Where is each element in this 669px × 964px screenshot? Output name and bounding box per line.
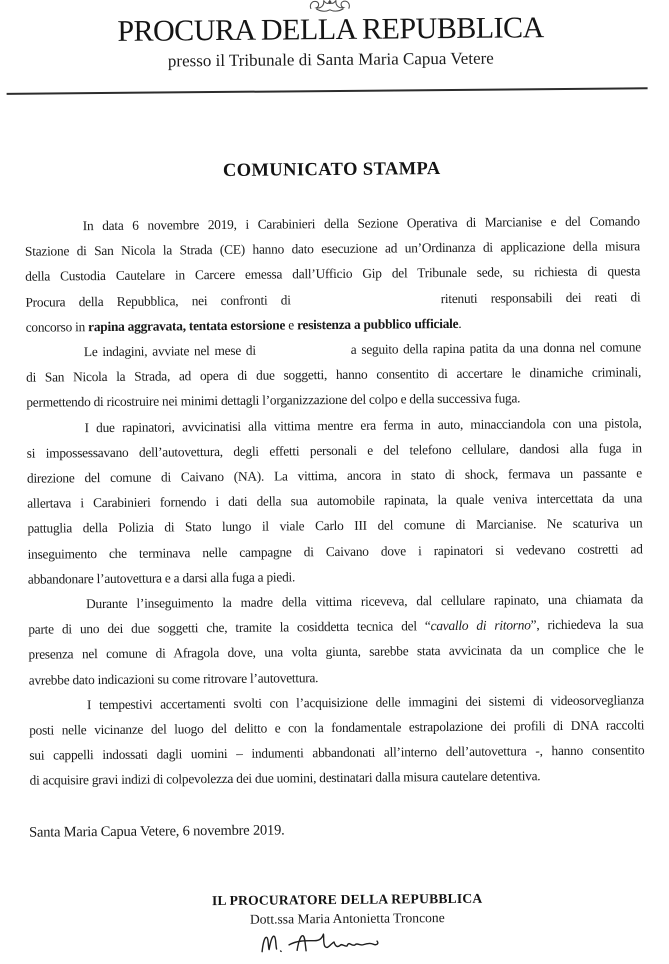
text-segment: e xyxy=(285,317,298,333)
office-subtitle: presso il Tribunale di Santa Maria Capua Vetere xyxy=(167,48,494,71)
text-segment: pattuglia della Polizia di Stato lungo il viale Carlo III del comune di Marcianise. Ne scaturiva un xyxy=(27,515,643,537)
text-segment: Durante l’inseguimento la madre della vittima riceveva, dal cellulare rapinato, una chiamata da xyxy=(86,591,644,612)
text-segment: cavallo di ritorno xyxy=(430,617,531,634)
text-segment: permettendo di ricostruire nei minimi dettagli l’organizzazione del colpo e della successiva fuga. xyxy=(26,390,521,411)
text-segment: a seguito della rapina patita da una donna nel comune xyxy=(350,339,641,357)
text-segment: I tempestivi accertamenti svolti con l’acquisizione delle immagini dei sistemi di videosorveglianza xyxy=(86,692,644,713)
redacted-names xyxy=(291,302,441,304)
text-segment: resistenza a pubblico ufficiale xyxy=(296,315,459,333)
text-line xyxy=(28,536,643,567)
text-segment: I due rapinatori, avvicinatisi alla vittima mentre era ferma in auto, minacciandola con una pistola, xyxy=(84,414,642,435)
text-segment: sui cappelli indossati dagli uomini – indumenti abbandonati all’interno dell’autovettura -, hanno consentito xyxy=(29,742,645,763)
text-segment: rapina aggravata, tentata estorsione xyxy=(88,317,286,334)
press-release-heading: COMUNICATO STAMPA xyxy=(222,159,441,181)
text-line xyxy=(28,637,643,668)
paragraph xyxy=(25,208,641,339)
text-segment: . xyxy=(458,315,462,331)
signer-role: IL PROCURATORE DELLA REPUBBLICA xyxy=(211,890,483,909)
paragraph xyxy=(28,586,644,692)
text-segment: posti nelle vicinanze del luogo del delitto e con la fondamentale estrapolazione dei profili di DNA raccolti xyxy=(29,717,645,738)
text-segment: di acquisire gravi indizi di colpevolezza dei due uomini, destinatari dalla misura cautelare detentiva. xyxy=(29,768,541,789)
text-segment: di San Nicola la Strada, ad opera di due soggetti, hanno consentito di accertare le dinamiche criminali, xyxy=(26,364,642,385)
letterhead-divider xyxy=(7,87,648,95)
place-date-line: Santa Maria Capua Vetere, 6 novembre 2019. xyxy=(28,822,285,841)
text-segment: Stazione di San Nicola la Strada (CE) hanno dato esecuzione ad un’Ordinanza di applicazione della misura xyxy=(24,238,641,259)
text-line xyxy=(29,763,644,794)
text-segment: concorso in xyxy=(25,318,89,335)
text-segment: ritenuti responsabili dei reati di xyxy=(440,288,641,306)
press-release-body xyxy=(25,208,645,793)
text-segment: ”, richiedeva la sua xyxy=(530,616,644,633)
text-segment: si impossessavano dell’autovettura, degli effetti personali e del telefono cellulare, dandosi alla fuga in xyxy=(26,440,642,461)
paragraph xyxy=(26,334,642,415)
text-line xyxy=(25,284,640,315)
text-segment: avrebbe dato indicazioni su come ritrovare l’autovettura. xyxy=(28,669,319,688)
text-segment: In data 6 novembre 2019, i Carabinieri della Sezione Operativa di Marcianise e del Comando xyxy=(82,213,640,234)
state-emblem-icon xyxy=(307,0,353,12)
text-segment: allertava i Carabinieri fornendo i dati della sua automobile rapinata, la quale veniva intercettata da una xyxy=(27,490,643,511)
text-segment: inseguimento che terminava nelle campagne di Caivano dove i rapinatori si vedevano costretti ad xyxy=(27,540,643,562)
text-segment: direzione del comune di Caivano (NA). La vittima, ancora in stato di shock, fermava un passante e xyxy=(26,465,643,486)
text-segment: Le indagini, avviate nel mese di xyxy=(83,342,256,360)
text-segment: parte di uno dei due soggetti che, tramite la cosiddetta tecnica del “ xyxy=(28,618,431,637)
paragraph xyxy=(29,687,645,793)
office-title: PROCURA DELLA REPUBBLICA xyxy=(117,11,544,48)
paragraph xyxy=(26,410,643,592)
text-segment: Procura della Repubblica, nei confronti di xyxy=(25,291,291,310)
signer-name: Dott.ssa Maria Antonietta Troncone xyxy=(249,910,445,927)
text-segment: abbandonare l’autovettura e a darsi alla fuga a piedi. xyxy=(27,569,296,587)
signature-handwriting-icon xyxy=(0,922,661,962)
text-segment: presenza nel comune di Afragola dove, una volta giunta, sarebbe stata avvicinata da un complice che le xyxy=(28,641,644,663)
signature-block xyxy=(4,889,669,962)
text-segment: della Custodia Cautelare in Carcere emessa dall’Ufficio Gip del Tribunale sede, su richiesta di questa xyxy=(25,263,641,285)
redacted-month xyxy=(256,353,351,355)
